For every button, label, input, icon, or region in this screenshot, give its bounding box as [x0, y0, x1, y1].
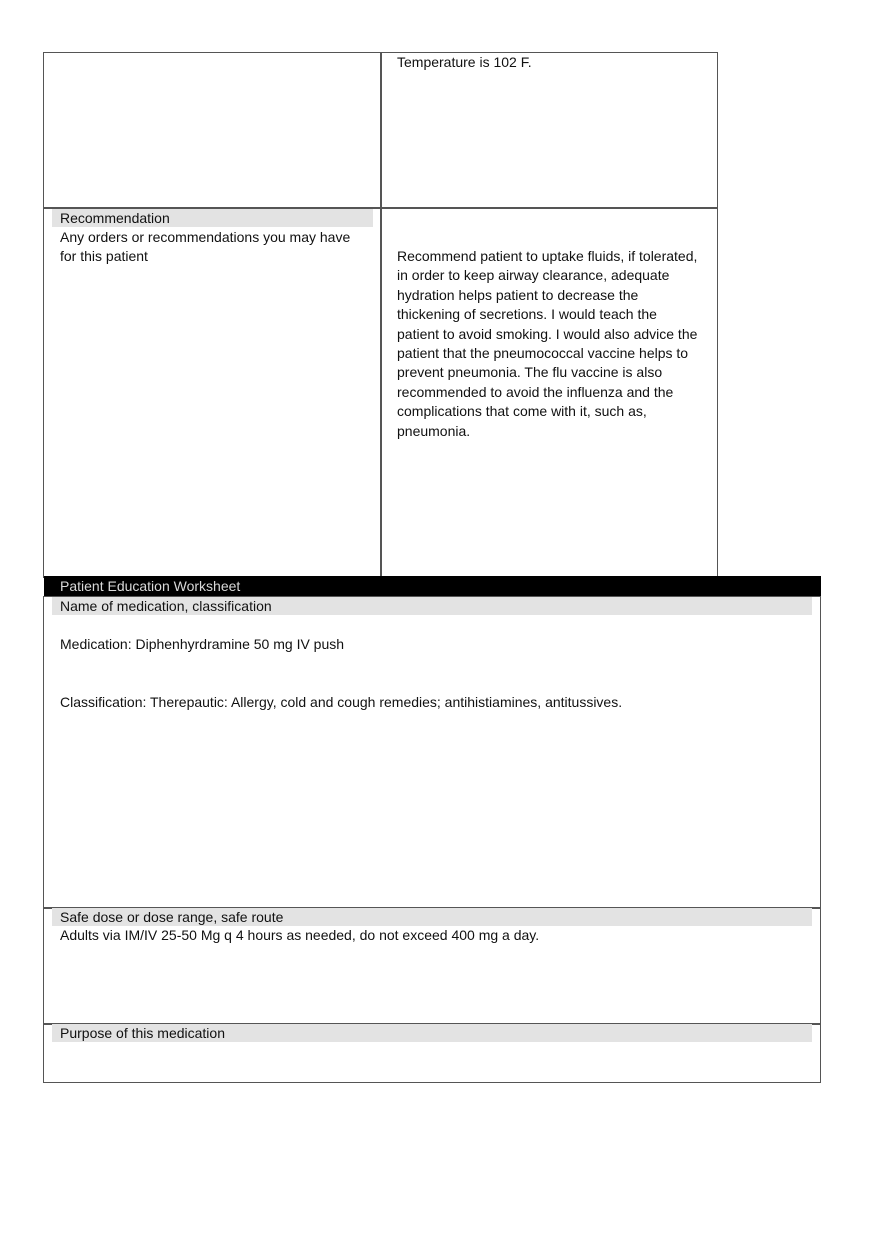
worksheet-title-bar: Patient Education Worksheet — [44, 576, 821, 596]
recommendation-label: Recommendation — [52, 209, 373, 227]
sbar-row-top-right-cell — [380, 52, 718, 209]
medication-text: Medication: Diphenhyrdramine 50 mg IV push — [60, 636, 345, 652]
classification-text: Classification: Therepautic: Allergy, cold and cough remedies; antihistiamines, antitussives. — [60, 694, 623, 710]
recommendation-prompt: Any orders or recommendations you may have for this patient — [60, 229, 351, 265]
dose-text: Adults via IM/IV 25-50 Mg q 4 hours as needed, do not exceed 400 mg a day. — [60, 927, 540, 943]
dose-label: Safe dose or dose range, safe route — [52, 908, 812, 926]
recommendation-response: Recommend patient to uptake fluids, if tolerated, in order to keep airway clearance, adequate hydration helps patient to decrease the thickening of secretions. I would teach the patient to avoid smoking. I would also advice the patient that the pneumococcal vaccine helps to prevent pneumonia. The flu vaccine is also recommended to avoid the influenza and the complications that come with it, such as, pneumonia. — [397, 248, 698, 439]
medication-label: Name of medication, classification — [52, 597, 812, 615]
temperature-text: Temperature is 102 F. — [397, 54, 532, 70]
sbar-row-top-left-cell — [43, 52, 382, 209]
purpose-label: Purpose of this medication — [52, 1024, 812, 1042]
